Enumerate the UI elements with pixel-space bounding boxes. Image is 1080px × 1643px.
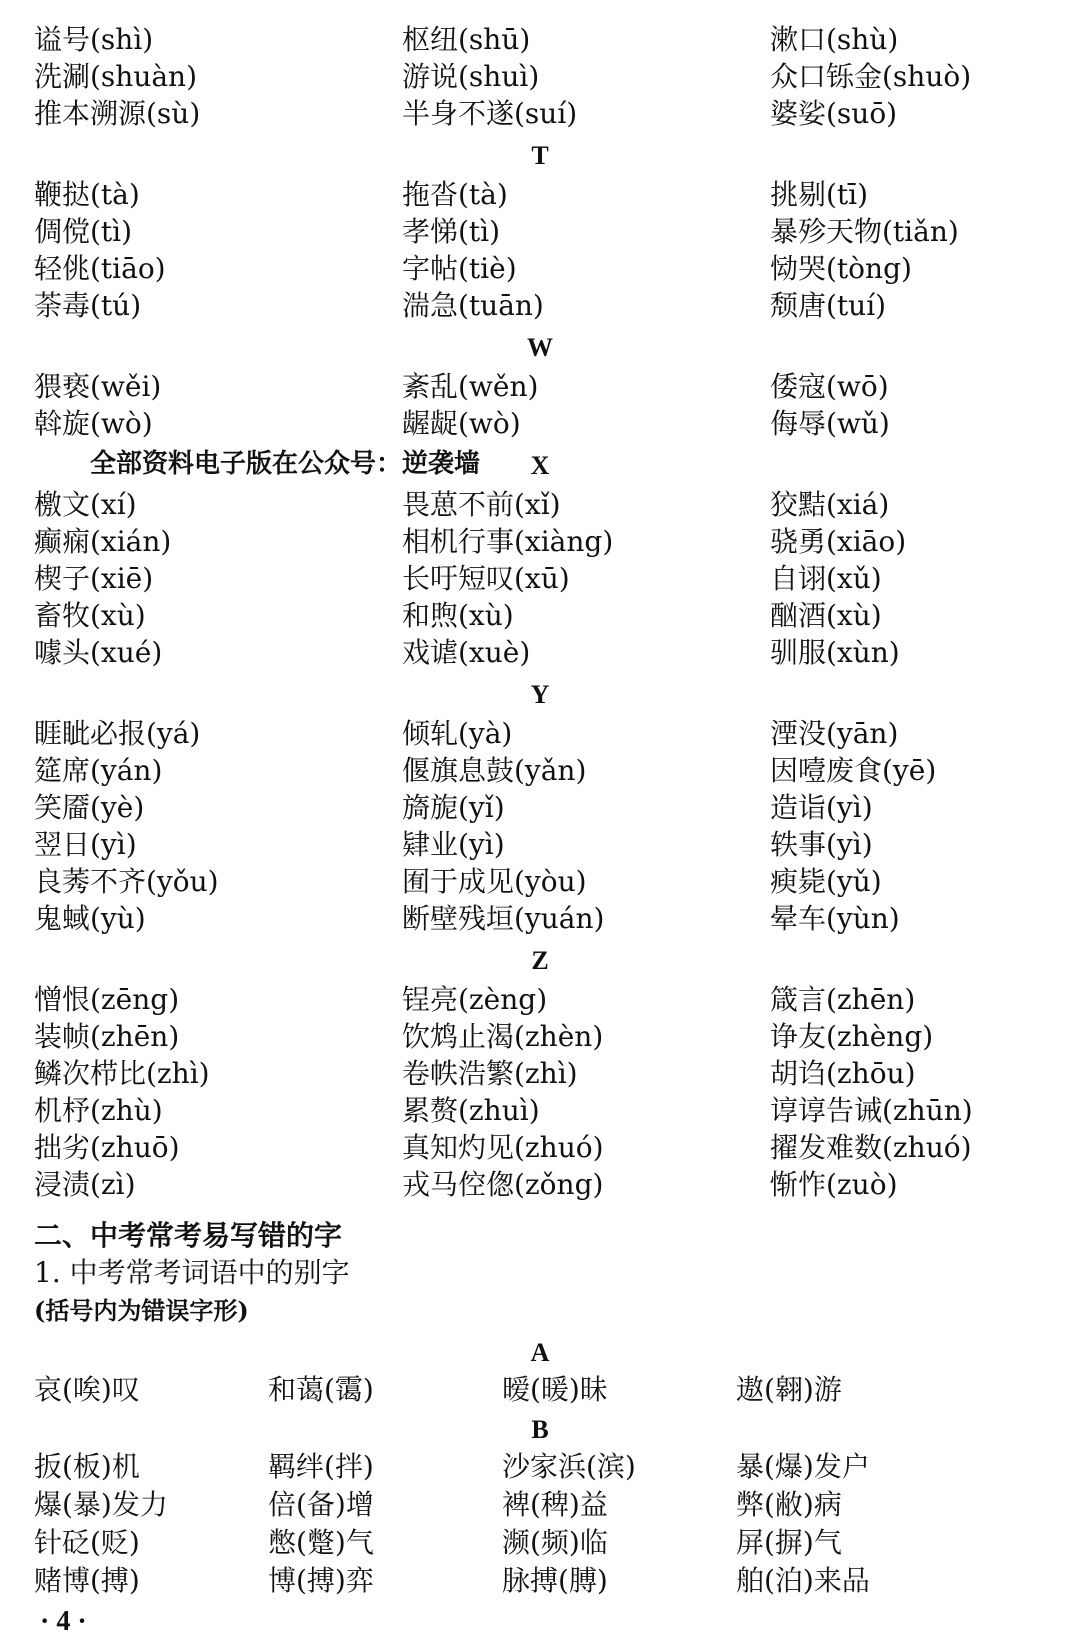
word-entry: 憎恨(zēng)	[34, 983, 180, 1016]
word-entry: 戎马倥偬(zǒng)	[402, 1168, 604, 1201]
word-entry: 爆(暴)发力	[34, 1488, 168, 1521]
word-entry: 和蔼(霭)	[268, 1373, 374, 1406]
word-entry: 紊乱(wěn)	[402, 370, 539, 403]
word-entry: 拙劣(zhuō)	[34, 1131, 180, 1164]
word-row	[0, 900, 1080, 938]
word-entry: 湮没(yān)	[770, 717, 899, 750]
word-entry: 晕车(yùn)	[770, 902, 900, 935]
word-entry: 瘐毙(yǔ)	[770, 865, 882, 898]
word-row	[0, 981, 1080, 1019]
word-entry: 谆谆告诫(zhūn)	[770, 1094, 973, 1127]
word-row	[0, 1129, 1080, 1167]
word-entry: 畜牧(xù)	[34, 599, 146, 632]
word-entry: 洗涮(shuàn)	[34, 60, 198, 93]
word-entry: 婆娑(suō)	[770, 97, 898, 130]
word-row	[0, 1166, 1080, 1204]
word-entry: 驯服(xùn)	[770, 636, 900, 669]
word-row	[0, 21, 1080, 59]
word-entry: 偃旗息鼓(yǎn)	[402, 754, 587, 787]
word-entry: 机杼(zhù)	[34, 1094, 163, 1127]
section-letter: X	[530, 451, 550, 480]
word-entry: 断壁残垣(yuán)	[402, 902, 605, 935]
word-entry: 造诣(yì)	[770, 791, 873, 824]
word-entry: 和煦(xù)	[402, 599, 514, 632]
word-entry: 博(搏)弈	[268, 1564, 374, 1597]
word-row	[0, 368, 1080, 406]
word-entry: 卷帙浩繁(zhì)	[402, 1057, 578, 1090]
word-entry: 擢发难数(zhuó)	[770, 1131, 972, 1164]
word-entry: 囿于成见(yòu)	[402, 865, 587, 898]
word-entry: 屏(摒)气	[736, 1526, 842, 1559]
word-row	[0, 1524, 1080, 1562]
word-entry: 半身不遂(suí)	[402, 97, 578, 130]
word-entry: 众口铄金(shuò)	[770, 60, 972, 93]
word-entry: 侮辱(wǔ)	[770, 407, 890, 440]
word-entry: 楔子(xiē)	[34, 562, 154, 595]
word-entry: 狡黠(xiá)	[770, 488, 890, 521]
word-entry: 轻佻(tiāo)	[34, 252, 166, 285]
word-entry: 因噎废食(yē)	[770, 754, 937, 787]
word-entry: 笑靥(yè)	[34, 791, 145, 824]
word-entry: 暧(暖)昧	[502, 1373, 608, 1406]
word-row	[0, 287, 1080, 325]
word-entry: 倜傥(tì)	[34, 215, 133, 248]
word-row	[0, 715, 1080, 753]
section-letter: A	[530, 1338, 550, 1367]
word-row	[0, 58, 1080, 96]
word-row	[0, 95, 1080, 133]
word-entry: 倾轧(yà)	[402, 717, 513, 750]
word-entry: 漱口(shù)	[770, 23, 899, 56]
word-row	[0, 597, 1080, 635]
word-entry: 鳞次栉比(zhì)	[34, 1057, 210, 1090]
section-letter: T	[531, 141, 549, 170]
word-entry: 裨(稗)益	[502, 1488, 608, 1521]
word-entry: 拖沓(tà)	[402, 178, 508, 211]
word-entry: 畏葸不前(xǐ)	[402, 488, 561, 521]
word-entry: 湍急(tuān)	[402, 289, 544, 322]
word-entry: 濒(频)临	[502, 1526, 608, 1559]
word-row	[0, 863, 1080, 901]
word-entry: 鬼蜮(yù)	[34, 902, 146, 935]
word-entry: 谥号(shì)	[34, 23, 154, 56]
word-row	[0, 176, 1080, 214]
word-entry: 檄文(xí)	[34, 488, 137, 521]
word-entry: 癫痫(xián)	[34, 525, 172, 558]
word-entry: 鞭挞(tà)	[34, 178, 140, 211]
word-entry: 装帧(zhēn)	[34, 1020, 180, 1053]
word-entry: 遨(翱)游	[736, 1373, 842, 1406]
page-number: · 4 ·	[40, 1606, 87, 1637]
word-entry: 噱头(xué)	[34, 636, 163, 669]
word-entry: 暴殄天物(tiǎn)	[770, 215, 959, 248]
word-entry: 挑剔(tī)	[770, 178, 869, 211]
word-row	[0, 1055, 1080, 1093]
word-entry: 相机行事(xiàng)	[402, 525, 614, 558]
word-entry: 扳(板)机	[34, 1450, 140, 1483]
word-row	[0, 560, 1080, 598]
word-row	[0, 1092, 1080, 1130]
word-entry: 酗酒(xù)	[770, 599, 882, 632]
word-entry: 游说(shuì)	[402, 60, 540, 93]
word-row	[0, 1371, 1080, 1409]
word-entry: 龌龊(wò)	[402, 407, 521, 440]
word-entry: 倭寇(wō)	[770, 370, 889, 403]
word-row	[0, 789, 1080, 827]
promo-note: 全部资料电子版在公众号：逆袭墙	[90, 449, 481, 479]
word-entry: 旖旎(yǐ)	[402, 791, 505, 824]
word-entry: 惭怍(zuò)	[770, 1168, 898, 1201]
subsection-title: 1. 中考常考词语中的别字	[34, 1256, 350, 1289]
word-entry: 憋(蹩)气	[268, 1526, 374, 1559]
section-letter: Z	[531, 946, 549, 975]
word-row	[0, 250, 1080, 288]
word-entry: 荼毒(tú)	[34, 289, 142, 322]
word-entry: 舶(泊)来品	[736, 1564, 870, 1597]
word-entry: 字帖(tiè)	[402, 252, 517, 285]
word-row	[0, 486, 1080, 524]
word-row	[0, 405, 1080, 443]
word-row	[0, 1018, 1080, 1056]
word-entry: 累赘(zhuì)	[402, 1094, 540, 1127]
word-row	[0, 523, 1080, 561]
section-letter: Y	[530, 680, 550, 709]
word-entry: 戏谑(xuè)	[402, 636, 531, 669]
word-entry: 长吁短叹(xū)	[402, 562, 570, 595]
word-entry: 推本溯源(sù)	[34, 97, 201, 130]
word-entry: 针砭(贬)	[34, 1526, 140, 1559]
word-entry: 倍(备)增	[268, 1488, 374, 1521]
word-entry: 箴言(zhēn)	[770, 983, 916, 1016]
word-entry: 孝悌(tì)	[402, 215, 501, 248]
subsection-note: (括号内为错误字形)	[34, 1296, 249, 1325]
word-row	[0, 213, 1080, 251]
word-entry: 猥亵(wěi)	[34, 370, 162, 403]
section-letter: W	[527, 333, 553, 362]
word-entry: 哀(唉)叹	[34, 1373, 140, 1406]
word-row	[0, 1448, 1080, 1486]
word-entry: 骁勇(xiāo)	[770, 525, 907, 558]
word-entry: 良莠不齐(yǒu)	[34, 865, 219, 898]
word-entry: 羁绊(拌)	[268, 1450, 374, 1483]
word-entry: 沙家浜(滨)	[502, 1450, 636, 1483]
word-row	[0, 752, 1080, 790]
word-entry: 枢纽(shū)	[402, 23, 531, 56]
word-entry: 睚眦必报(yá)	[34, 717, 201, 750]
word-entry: 锃亮(zèng)	[402, 983, 548, 1016]
word-entry: 饮鸩止渴(zhèn)	[402, 1020, 604, 1053]
section-letter: B	[531, 1415, 549, 1444]
word-entry: 翌日(yì)	[34, 828, 137, 861]
word-entry: 恸哭(tòng)	[770, 252, 912, 285]
section-title: 二、中考常考易写错的字	[34, 1219, 343, 1252]
word-entry: 赌博(搏)	[34, 1564, 140, 1597]
word-row	[0, 1486, 1080, 1524]
word-entry: 弊(敝)病	[736, 1488, 842, 1521]
word-row	[0, 1562, 1080, 1600]
word-entry: 诤友(zhèng)	[770, 1020, 934, 1053]
word-entry: 脉搏(膊)	[502, 1564, 608, 1597]
word-entry: 自诩(xǔ)	[770, 562, 882, 595]
word-entry: 筵席(yán)	[34, 754, 163, 787]
word-entry: 真知灼见(zhuó)	[402, 1131, 604, 1164]
word-entry: 浸渍(zì)	[34, 1168, 136, 1201]
word-entry: 轶事(yì)	[770, 828, 873, 861]
word-entry: 胡诌(zhōu)	[770, 1057, 916, 1090]
word-entry: 肄业(yì)	[402, 828, 505, 861]
word-entry: 斡旋(wò)	[34, 407, 153, 440]
word-row	[0, 826, 1080, 864]
word-entry: 颓唐(tuí)	[770, 289, 887, 322]
word-entry: 暴(爆)发户	[736, 1450, 870, 1483]
word-row	[0, 634, 1080, 672]
